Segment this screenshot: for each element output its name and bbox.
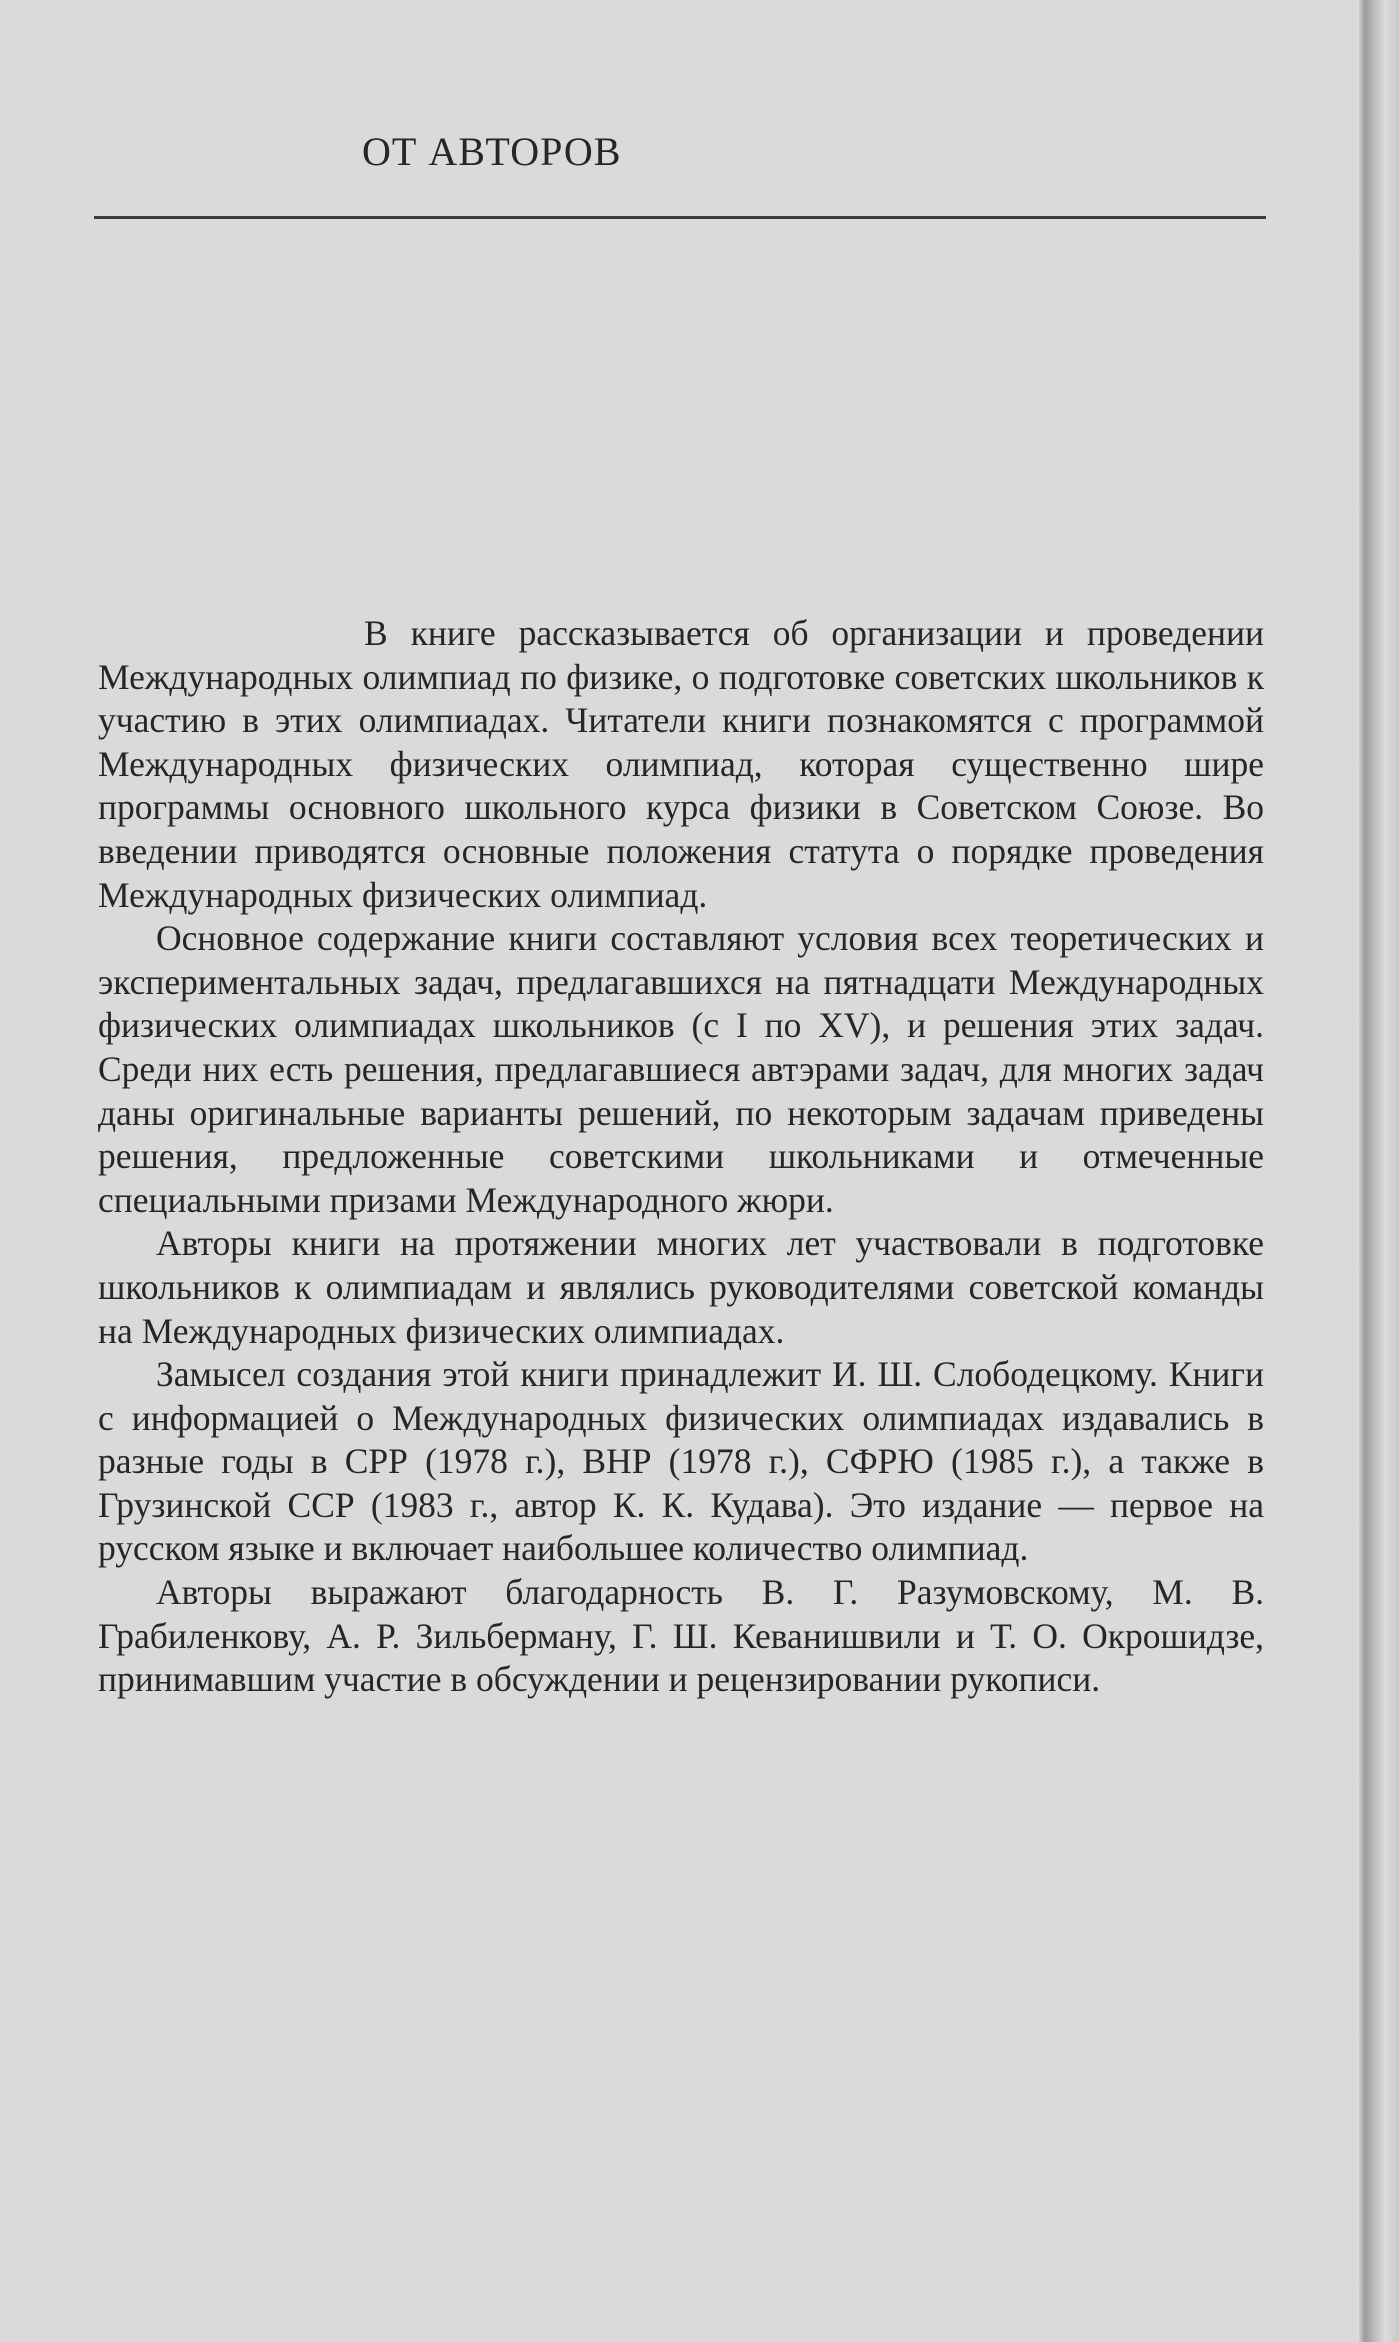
- paragraph-2: Основное содержание книги составляют условия всех теоретических и экспериментальных задач, предлагавшихся на пятнадцати Международных физических олимпиадах школьников (с I по XV), и решения этих задач. Среди них есть решения, предлагавшиеся автэрами задач, для многих задач даны оригинальные варианты решений, по некоторым задачам приведены решения, предложенные советскими школьниками и отмеченные специальными призами Международного жюри.: [98, 918, 1264, 1220]
- section-title: ОТ АВТОРОВ: [362, 129, 622, 174]
- header-divider: [94, 216, 1266, 219]
- paragraph-5: Авторы выражают благодарность В. Г. Разумовскому, М. В. Грабиленкову, А. Р. Зильберману, Г. Ш. Кеванишвили и Т. О. Окрошидзе, принимавшим участие в обсуждении и рецензировании рукописи.: [98, 1572, 1264, 1700]
- paragraph-4: Замысел создания этой книги принадлежит И. Ш. Слободецкому. Книги с информацией о Международных физических олимпиадах издавались в разные годы в СРР (1978 г.), ВНР (1978 г.), СФРЮ (1985 г.), а также в Грузинской ССР (1983 г., автор К. К. Кудава). Это издание — первое на русском языке и включает наибольшее количество олимпиад.: [98, 1354, 1264, 1569]
- paragraph-1: В книге рассказывается об организации и проведении Международных олимпиад по физике, о подготовке советских школьников к участию в этих олимпиадах. Читатели книги познакомятся с программой Международных физических олимпиад, которая существенно шире программы основного школьного курса физики в Советском Союзе. Во введении приводятся основные положения статута о порядке проведения Международных физических олимпиад.: [98, 613, 1264, 915]
- preface-text: [98, 612, 1264, 1702]
- paragraph-3: Авторы книги на протяжении многих лет участвовали в подготовке школьников к олимпиадам и являлись руководителями советской команды на Международных физических олимпиадах.: [98, 1223, 1264, 1351]
- page-binding-edge: [1357, 0, 1399, 2342]
